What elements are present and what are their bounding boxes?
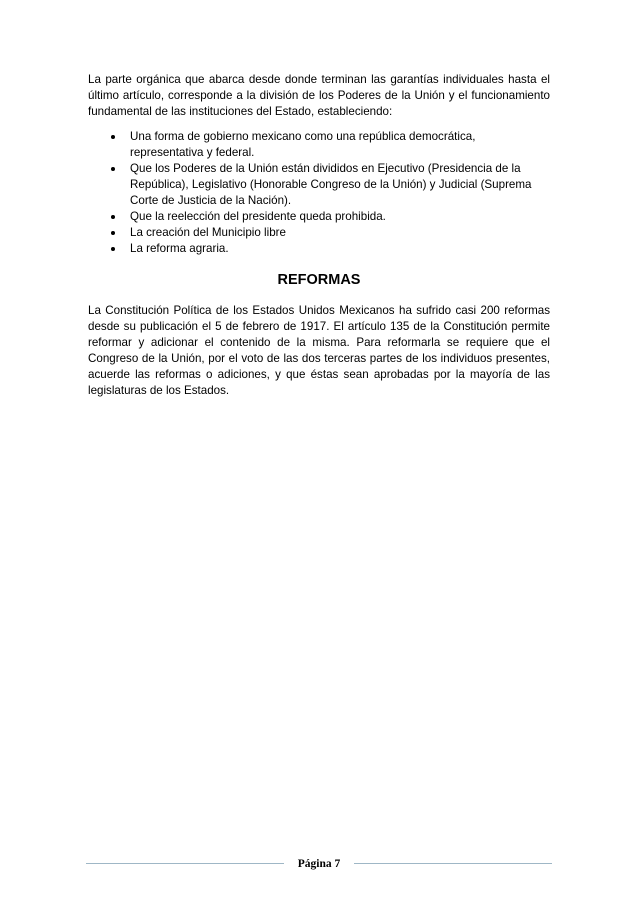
page-footer: [86, 856, 552, 872]
footer-rule-right: [354, 863, 552, 864]
bullet-list: [88, 129, 550, 257]
list-item-text: La reforma agraria.: [130, 242, 229, 255]
list-item: [88, 209, 550, 225]
bullet-dot-icon: [111, 215, 115, 219]
bullet-dot-icon: [111, 231, 115, 235]
list-item: [88, 225, 550, 241]
list-item-text: Que la reelección del presidente queda prohibida.: [130, 210, 386, 223]
list-item-text: Que los Poderes de la Unión están divididos en Ejecutivo (Presidencia de la República), Legislativo (Honorable Congreso de la Unión) y Judicial (Suprema Corte de Justicia de la Nación).: [130, 162, 532, 207]
intro-paragraph: La parte orgánica que abarca desde donde terminan las garantías individuales hasta el último artículo, corresponde a la división de los Poderes de la Unión y el funcionamiento fundamental de las instituciones del Estado, estableciendo:: [88, 73, 550, 118]
page-content: [88, 72, 550, 399]
list-item-text: La creación del Municipio libre: [130, 226, 286, 239]
section-heading: REFORMAS: [277, 272, 361, 288]
bullet-dot-icon: [111, 167, 115, 171]
list-item-text: Una forma de gobierno mexicano como una república democrática, representativa y federal.: [130, 130, 476, 159]
list-item: [88, 129, 550, 161]
footer-rule-left: [86, 863, 284, 864]
page-number: Página 7: [297, 858, 341, 870]
reformas-paragraph: La Constitución Política de los Estados Unidos Mexicanos ha sufrido casi 200 reformas desde su publicación el 5 de febrero de 1917. El artículo 135 de la Constitución permite reformar y adicionar el contenido de la misma. Para reformarla se requiere que el Congreso de la Unión, por el voto de las dos terceras partes de los individuos presentes, acuerde las reformas o adiciones, y que éstas sean aprobadas por la mayoría de las legislaturas de los Estados.: [88, 304, 550, 397]
bullet-dot-icon: [111, 247, 115, 251]
list-item: [88, 161, 550, 209]
list-item: [88, 241, 550, 257]
bullet-dot-icon: [111, 135, 115, 139]
